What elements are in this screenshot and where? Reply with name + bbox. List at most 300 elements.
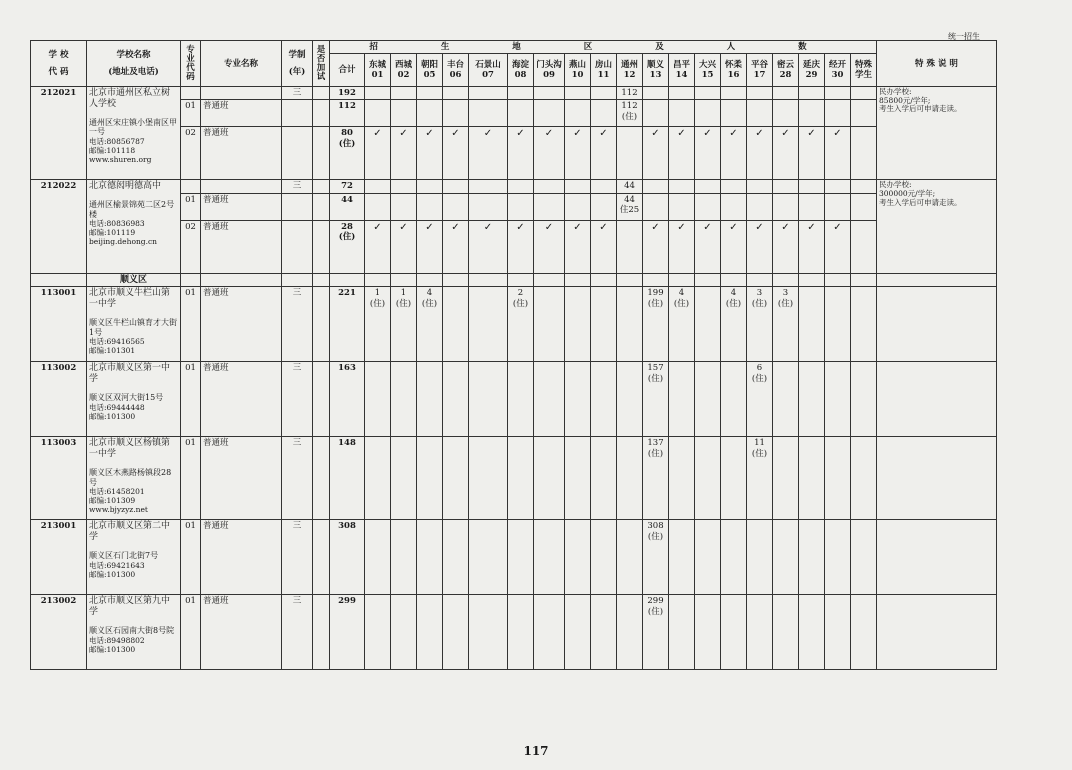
district-cell-05 [417,87,443,100]
major-code: 01 [181,362,201,437]
major-code: 01 [181,437,201,520]
region-empty-cell [330,273,365,287]
district-value: 6 [756,363,763,374]
header-duration-line: (年) [288,66,306,77]
region-empty-cell [181,273,201,287]
note-line: 民办学校: [879,180,912,190]
district-value: (住) [777,298,794,309]
header-district-12 [695,54,721,87]
district-cell-08 [508,100,534,127]
header-school-name-line: 学校名称 [116,50,151,61]
district-cell-16 [721,520,747,595]
school-info [87,520,181,595]
district-value: (住) [621,111,638,122]
district-cell-06 [443,220,469,273]
school-name: 北京德闳明德高中 [89,181,162,192]
header-district-9 [617,54,643,87]
region-empty-cell [391,273,417,287]
district-cell-10 [565,220,591,273]
header-district-18 [851,54,877,87]
district-cell-11 [591,180,617,193]
district-cell-11 [591,362,617,437]
district-cell-17 [747,180,773,193]
header-recruit-group: 招 生 地 区 及 人 数 [330,41,877,54]
district-cell-17 [747,437,773,520]
district-cell-16 [721,180,747,193]
header-notes: 特 殊 说 明 [877,41,997,87]
district-value: 157 [647,363,664,374]
district-cell-29 [799,595,825,670]
district-cell-30 [825,193,851,220]
district-cell-16 [721,220,747,273]
district-cell-12 [617,180,643,193]
district-cell-13 [643,127,669,180]
major-code: 01 [181,595,201,670]
district-cell-06 [443,520,469,595]
district-cell-15 [695,193,721,220]
duration: 三 [282,87,313,100]
extra-test [313,595,330,670]
district-name: 延庆 [802,60,820,70]
region-empty-cell [747,273,773,287]
header-district-17 [825,54,851,87]
major-code-empty [181,87,201,100]
district-cell-02 [391,437,417,520]
district-cell-30 [825,437,851,520]
district-value: (住) [725,298,742,309]
district-cell-17 [747,127,773,180]
district-cell-13 [643,437,669,520]
district-cell-01 [365,437,391,520]
district-cell-30 [825,220,851,273]
school-address: 顺义区木燕路杨镇段28号 [89,467,172,487]
district-value: (住) [647,373,664,384]
header-district-11 [669,54,695,87]
district-cell-29 [799,520,825,595]
district-cell-07 [469,87,508,100]
district-cell-01 [365,287,391,362]
district-cell-29 [799,220,825,273]
special-note [877,595,997,670]
duration: 三 [282,362,313,437]
extra-test [313,180,330,193]
check-icon: ✓ [425,128,434,140]
check-icon: ✓ [573,128,582,140]
total-value: 28 [341,221,353,232]
district-cell-学生 [851,127,877,180]
header-duration-line: 学制 [288,50,306,61]
district-cell-05 [417,595,443,670]
district-cell-14 [669,193,695,220]
school-postcode: 邮编:101118 [89,145,136,155]
extra-test [313,87,330,100]
district-cell-06 [443,437,469,520]
total [330,193,365,220]
district-cell-29 [799,437,825,520]
district-value: 住25 [619,204,640,215]
district-cell-14 [669,100,695,127]
district-cell-14 [669,220,695,273]
district-cell-08 [508,180,534,193]
duration: 三 [282,595,313,670]
header-duration [282,41,313,87]
major-name: 普通班 [201,520,282,595]
district-name: 门头沟 [536,60,562,70]
school-phone: 电话:89498802 [89,635,145,645]
school-info [87,87,181,180]
district-cell-06 [443,287,469,362]
admission-table [30,40,997,670]
district-cell-10 [565,193,591,220]
region-empty-cell [799,273,825,287]
district-cell-15 [695,220,721,273]
check-icon: ✓ [651,221,660,233]
district-value: (住) [647,531,664,542]
duration [282,100,313,127]
header-school-code [31,41,87,87]
extra-test [313,193,330,220]
district-value: (住) [673,298,690,309]
district-cell-15 [695,362,721,437]
school-address: 通州区榆景锦苑二区2号楼 [89,200,175,219]
district-value: (住) [647,298,664,309]
district-cell-05 [417,127,443,180]
district-cell-06 [443,87,469,100]
district-value: 308 [647,521,664,532]
school-website: www.bjyzyz.net [89,505,148,515]
district-cell-09 [534,87,565,100]
district-cell-10 [565,87,591,100]
district-cell-12 [617,100,643,127]
district-cell-17 [747,193,773,220]
district-cell-02 [391,220,417,273]
header-district-0 [365,54,391,87]
extra-test [313,127,330,180]
total: 148 [330,437,365,520]
district-cell-08 [508,287,534,362]
district-name: 通州 [620,60,638,70]
check-icon: ✓ [729,128,738,140]
school-address: 顺义区双河大街15号 [89,392,164,402]
school-info [87,362,181,437]
district-cell-09 [534,520,565,595]
check-icon: ✓ [807,128,816,140]
school-postcode: 邮编:101301 [89,346,136,356]
district-cell-11 [591,127,617,180]
district-cell-05 [417,180,443,193]
district-name: 昌平 [672,60,690,70]
district-cell-15 [695,180,721,193]
district-name: 特殊 [854,60,872,70]
header-district-6 [534,54,565,87]
total: 163 [330,362,365,437]
region-title: 顺义区 [87,273,181,287]
school-name: 北京市顺义区第九中学 [89,596,171,618]
district-cell-30 [825,362,851,437]
district-cell-12 [617,362,643,437]
major-name-empty [201,87,282,100]
major-name: 普通班 [201,127,282,180]
school-info [87,180,181,273]
top-label: 统一招生 [948,32,980,41]
header-extra-test-text: 是否加试 [316,44,326,82]
school-row [31,520,997,595]
header-district-1 [391,54,417,87]
check-icon: ✓ [677,221,686,233]
district-value: 1 [374,288,381,299]
district-cell-28 [773,87,799,100]
district-cell-29 [799,193,825,220]
district-cell-29 [799,100,825,127]
district-cell-29 [799,362,825,437]
district-cell-09 [534,362,565,437]
school-code: 113001 [31,287,87,362]
district-cell-09 [534,287,565,362]
school-postcode: 邮编:101309 [89,496,136,506]
district-cell-16 [721,193,747,220]
major-name: 普通班 [201,595,282,670]
district-cell-10 [565,362,591,437]
district-cell-13 [643,520,669,595]
school-code: 113003 [31,437,87,520]
district-value: (住) [395,298,412,309]
district-code: 13 [649,70,662,81]
school-code: 212022 [31,180,87,273]
district-cell-学生 [851,220,877,273]
district-cell-01 [365,180,391,193]
district-code: 08 [514,70,527,81]
header-district-10 [643,54,669,87]
district-cell-30 [825,520,851,595]
district-value: (住) [647,448,664,459]
district-cell-02 [391,520,417,595]
district-cell-13 [643,362,669,437]
district-code: 10 [571,70,584,81]
school-code: 113002 [31,362,87,437]
district-cell-29 [799,180,825,193]
district-cell-学生 [851,520,877,595]
region-row [31,273,997,287]
district-cell-01 [365,100,391,127]
district-code: 12 [623,70,636,81]
district-cell-08 [508,127,534,180]
district-cell-30 [825,180,851,193]
district-cell-08 [508,220,534,273]
header-school-code-line: 学 校 [48,50,69,61]
district-value: 11 [754,438,765,449]
school-phone: 电话:80856787 [89,136,145,146]
header-district-8 [591,54,617,87]
district-cell-06 [443,362,469,437]
check-icon: ✓ [516,221,525,233]
district-cell-17 [747,362,773,437]
district-name: 朝阳 [420,60,438,70]
total [330,220,365,273]
school-postcode: 邮编:101300 [89,411,136,421]
region-empty-cell [201,273,282,287]
district-cell-07 [469,193,508,220]
district-cell-08 [508,595,534,670]
district-cell-12 [617,193,643,220]
district-cell-09 [534,220,565,273]
district-cell-14 [669,87,695,100]
district-name: 怀柔 [724,60,742,70]
total: 308 [330,520,365,595]
special-note [877,520,997,595]
major-code: 02 [181,127,201,180]
district-cell-学生 [851,193,877,220]
check-icon: ✓ [399,128,408,140]
district-value: 199 [647,288,664,299]
district-name: 石景山 [475,60,501,70]
major-code-empty [181,180,201,193]
district-cell-30 [825,287,851,362]
district-cell-14 [669,595,695,670]
district-cell-14 [669,437,695,520]
district-cell-02 [391,127,417,180]
region-empty-cell [365,273,391,287]
note-line: 300000元/学年; [879,189,936,198]
region-empty-cell [417,273,443,287]
school-postcode: 邮编:101300 [89,569,136,579]
note-line: 考生入学后可申请走读。 [879,104,962,114]
district-cell-11 [591,87,617,100]
district-cell-14 [669,287,695,362]
district-name: 丰台 [446,60,464,70]
district-cell-15 [695,595,721,670]
district-cell-学生 [851,180,877,193]
header-total: 合计 [330,54,365,87]
total-value: (住) [338,138,356,149]
district-code: 06 [449,70,462,81]
district-value: 137 [647,438,664,449]
region-empty-cell [825,273,851,287]
district-cell-学生 [851,87,877,100]
district-name: 东城 [368,60,386,70]
check-icon: ✓ [755,128,764,140]
check-icon: ✓ [755,221,764,233]
duration: 三 [282,437,313,520]
header-district-2 [417,54,443,87]
district-name: 燕山 [568,60,586,70]
district-cell-05 [417,362,443,437]
district-value: (住) [512,298,529,309]
major-name: 普通班 [201,193,282,220]
district-name: 平谷 [750,60,768,70]
district-code: 14 [675,70,688,81]
district-cell-05 [417,437,443,520]
district-cell-02 [391,87,417,100]
district-code: 07 [482,70,494,81]
district-cell-14 [669,180,695,193]
school-info [87,287,181,362]
duration [282,193,313,220]
check-icon: ✓ [599,128,608,140]
district-cell-02 [391,193,417,220]
major-code: 01 [181,100,201,127]
district-cell-30 [825,595,851,670]
school-address: 顺义区石门北街7号 [89,550,159,560]
check-icon: ✓ [573,221,582,233]
district-cell-28 [773,127,799,180]
special-note [877,437,997,520]
region-empty-cell [695,273,721,287]
note-line: 考生入学后可申请走读。 [879,197,962,207]
district-cell-30 [825,87,851,100]
total-value: 80 [341,128,353,139]
district-code: 15 [701,70,714,81]
district-cell-12 [617,437,643,520]
check-icon: ✓ [483,221,493,233]
major-code: 01 [181,520,201,595]
major-code: 02 [181,220,201,273]
district-cell-05 [417,220,443,273]
district-code: 30 [831,70,844,81]
district-cell-10 [565,127,591,180]
district-cell-16 [721,362,747,437]
district-cell-16 [721,87,747,100]
check-icon: ✓ [373,128,382,140]
school-phone: 电话:69444448 [89,402,145,412]
district-cell-01 [365,193,391,220]
district-cell-16 [721,100,747,127]
district-cell-09 [534,595,565,670]
total [330,100,365,127]
district-cell-09 [534,100,565,127]
major-name-empty [201,180,282,193]
district-cell-06 [443,595,469,670]
district-cell-12 [617,87,643,100]
district-cell-28 [773,193,799,220]
district-cell-16 [721,127,747,180]
header-district-15 [773,54,799,87]
major-code: 01 [181,193,201,220]
note-line: 民办学校: [879,87,912,97]
district-cell-07 [469,100,508,127]
district-cell-10 [565,287,591,362]
total-value: (住) [338,231,356,242]
district-cell-11 [591,100,617,127]
district-cell-学生 [851,287,877,362]
district-value: (住) [421,298,438,309]
district-name: 海淀 [511,60,529,70]
district-cell-01 [365,595,391,670]
district-cell-08 [508,520,534,595]
check-icon: ✓ [833,221,842,233]
district-cell-28 [773,520,799,595]
school-phone: 电话:69421643 [89,560,145,570]
total: 192 [330,87,365,100]
district-cell-02 [391,362,417,437]
check-icon: ✓ [451,221,460,233]
school-name: 北京市顺义区第二中学 [89,521,171,543]
check-icon: ✓ [544,221,554,233]
header-major-code-text: 专业代码 [186,44,195,82]
district-value: 112 [621,88,638,99]
header-district-4 [469,54,508,87]
district-cell-12 [617,595,643,670]
district-cell-16 [721,287,747,362]
district-cell-12 [617,127,643,180]
region-empty-cell [508,273,534,287]
district-cell-07 [469,437,508,520]
check-icon: ✓ [451,128,460,140]
district-cell-13 [643,100,669,127]
check-icon: ✓ [373,221,382,233]
district-cell-06 [443,127,469,180]
district-cell-10 [565,437,591,520]
check-icon: ✓ [651,128,660,140]
